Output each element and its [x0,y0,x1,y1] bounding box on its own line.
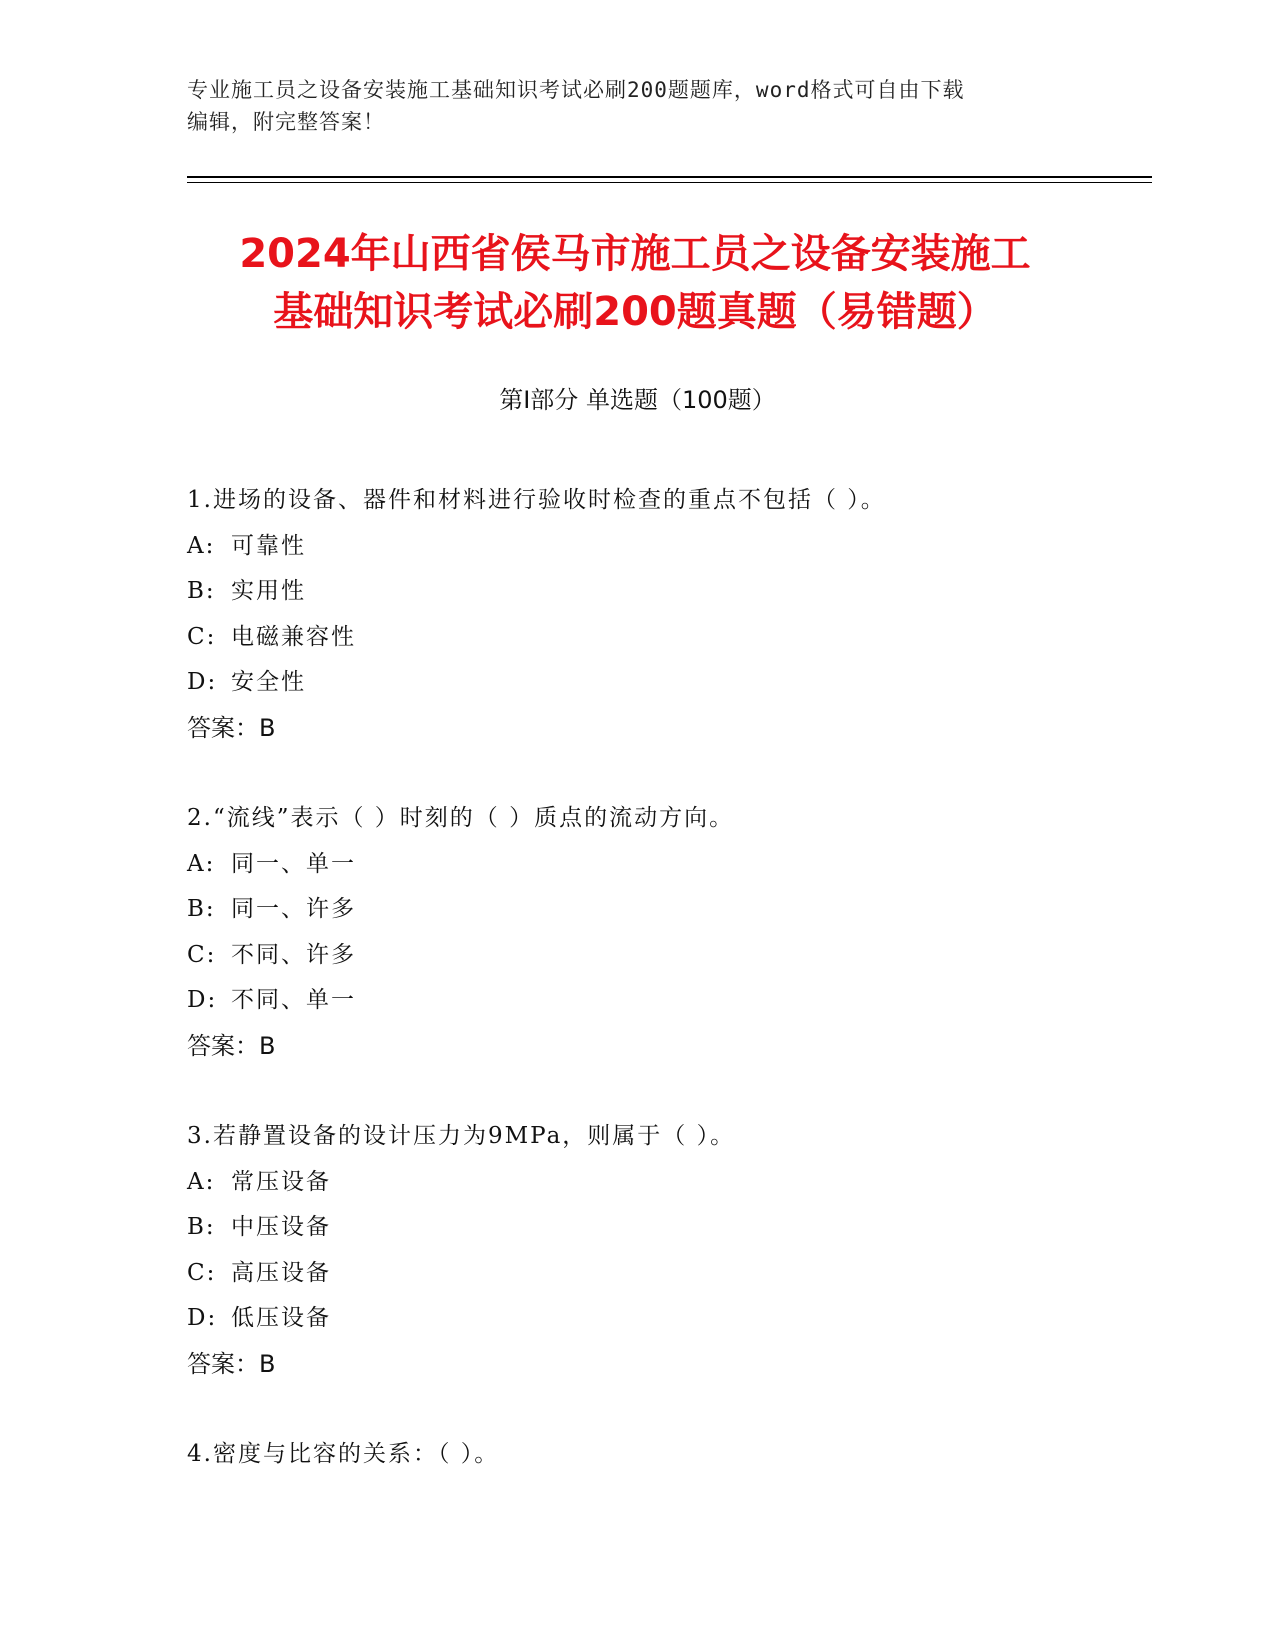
option-c [187,1251,1137,1297]
question-1 [187,478,1137,751]
option-key: D: [187,987,218,1013]
option-key: B: [187,1214,216,1240]
option-d [187,660,1137,706]
header-rule-thick [187,176,1152,178]
option-key: B: [187,896,216,922]
header-note-line-1: 专业施工员之设备安装施工基础知识考试必刷200题题库，word格式可自由下载 [187,78,965,102]
option-b [187,887,1137,933]
option-key: C: [187,623,217,650]
option-key: C: [187,1259,217,1286]
document-title [150,225,1120,341]
option-text: 电磁兼容性 [231,623,356,650]
option-key: A: [187,532,216,559]
option-text: 高压设备 [231,1259,331,1286]
question-stem: 4.密度与比容的关系：（ ）。 [187,1441,500,1467]
option-key: D: [187,1305,218,1331]
option-a [187,524,1137,570]
option-key: A: [187,1168,216,1195]
question-list [187,478,1137,1523]
answer: 答案：B [187,1349,276,1378]
option-key: A: [187,850,216,877]
question-stem: 1.进场的设备、器件和材料进行验收时检查的重点不包括（ ）。 [187,487,886,513]
section-title: 第Ⅰ部分 单选题（100题） [499,386,776,414]
option-text: 同一、许多 [231,896,356,922]
option-a [187,1160,1137,1206]
document-title-line-2: 基础知识考试必刷200题真题（易错题） [273,289,997,335]
option-text: 不同、许多 [231,941,356,968]
option-key: C: [187,941,217,968]
option-text: 中压设备 [231,1214,331,1240]
option-d [187,978,1137,1024]
answer: 答案：B [187,713,276,742]
option-c [187,615,1137,661]
header-note-line-2: 编辑，附完整答案！ [187,110,385,134]
option-key: B: [187,578,216,604]
option-c [187,933,1137,979]
option-text: 实用性 [231,578,306,604]
answer: 答案：B [187,1031,276,1060]
option-text: 同一、单一 [231,850,356,877]
option-text: 安全性 [231,669,306,695]
option-b [187,1205,1137,1251]
option-text: 可靠性 [231,532,306,559]
option-b [187,569,1137,615]
header-note [187,74,1087,138]
option-text: 低压设备 [231,1305,331,1331]
document-title-line-1: 2024年山西省侯马市施工员之设备安装施工 [239,231,1031,277]
option-d [187,1296,1137,1342]
header-rule-thin [187,182,1152,183]
option-text: 常压设备 [231,1168,331,1195]
option-text: 不同、单一 [231,987,356,1013]
option-a [187,842,1137,888]
question-stem: 3.若静置设备的设计压力为9MPa，则属于（ ）。 [187,1123,736,1149]
option-key: D: [187,669,218,695]
question-4 [187,1432,1137,1478]
question-3 [187,1114,1137,1387]
question-2 [187,796,1137,1069]
question-stem: 2.“流线”表示（ ）时刻的（ ）质点的流动方向。 [187,805,735,831]
